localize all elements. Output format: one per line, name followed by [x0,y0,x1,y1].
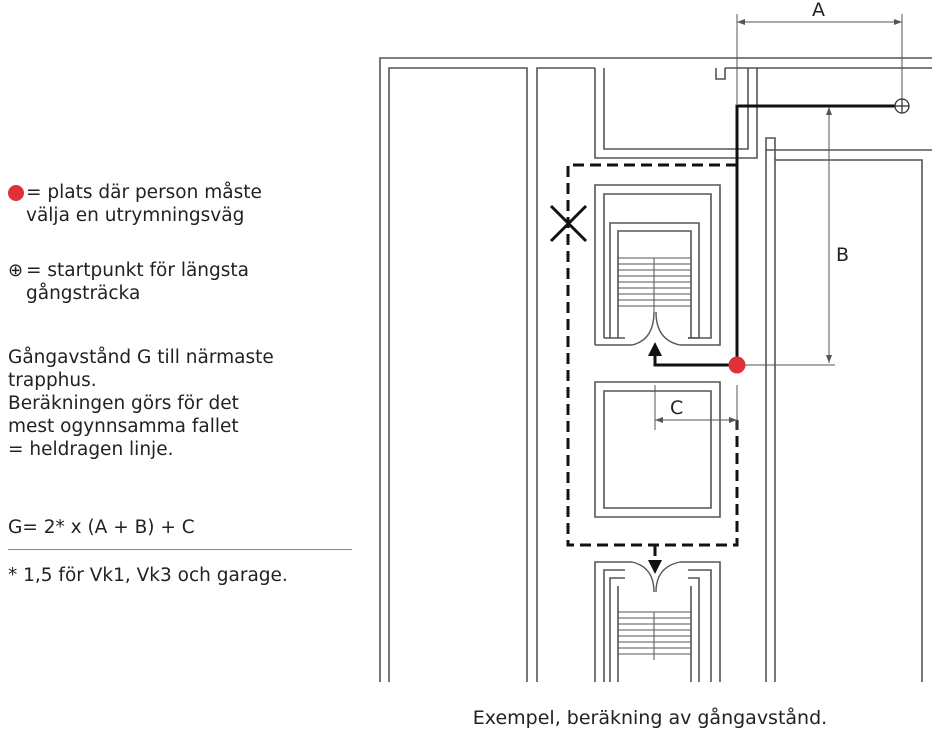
dimension-label-c: C [670,397,684,419]
dimension-arrows [655,19,902,423]
circle-plus-icon: ⊕ [8,260,24,281]
legend-text-decision-point: = plats där person måste välja en utrymningsväg [26,182,262,226]
dimension-label-a: A [812,0,825,21]
arrow-down-icon [648,560,662,574]
formula: G= 2* x (A + B) + C [8,517,195,538]
dimension-lines [655,14,902,430]
dimension-label-b: B [836,244,850,266]
arrow-up-icon [648,342,662,356]
legend-text-start-point: = startpunkt för längsta gångsträcka [26,260,250,304]
caption: Exempel, beräkning av gångavstånd. [472,707,828,729]
start-point-marker [895,99,909,113]
description-text: Gångavstånd G till närmaste trapphus. Beräkningen görs för det mest ogynnsamma fallet = heldragen linje. [8,347,274,460]
stair-treads-lower [618,612,691,660]
decision-point-marker [729,357,746,374]
footnote: * 1,5 för Vk1, Vk3 och garage. [8,565,288,586]
stair-treads-upper [618,258,691,312]
